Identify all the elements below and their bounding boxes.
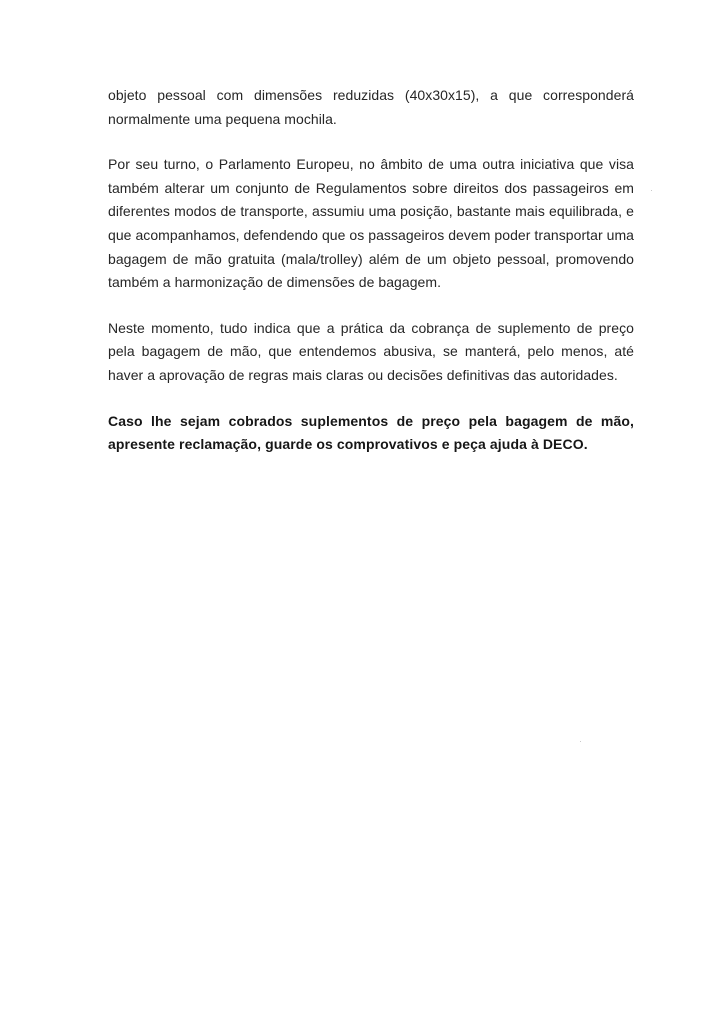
scan-speck <box>580 741 581 742</box>
document-body <box>108 84 634 479</box>
scan-speck <box>651 190 652 191</box>
paragraph-personal-item: objeto pessoal com dimensões reduzidas (40x30x15), a que corresponderá normalmente uma pequena mochila. <box>108 87 634 127</box>
paragraph-advice: Caso lhe sejam cobrados suplementos de preço pela bagagem de mão, apresente reclamação, guarde os comprovativos e peça ajuda à DECO. <box>108 412 634 453</box>
paragraph-current-situation: Neste momento, tudo indica que a prática da cobrança de suplemento de preço pela bagagem de mão, que entendemos abusiva, se manterá, pelo menos, até haver a aprovação de regras mais claras ou decisões definitivas das autoridades. <box>108 319 634 383</box>
paragraph-european-parliament: Por seu turno, o Parlamento Europeu, no âmbito de uma outra iniciativa que visa também alterar um conjunto de Regulamentos sobre direitos dos passageiros em diferentes modos de transporte, assumiu uma posição, bastante mais equilibrada, e que acompanhamos, defendendo que os passageiros devem poder transportar uma bagagem de mão gratuita (mala/trolley) além de um objeto pessoal, promovendo também a harmonização de dimensões de bagagem. <box>108 156 634 291</box>
